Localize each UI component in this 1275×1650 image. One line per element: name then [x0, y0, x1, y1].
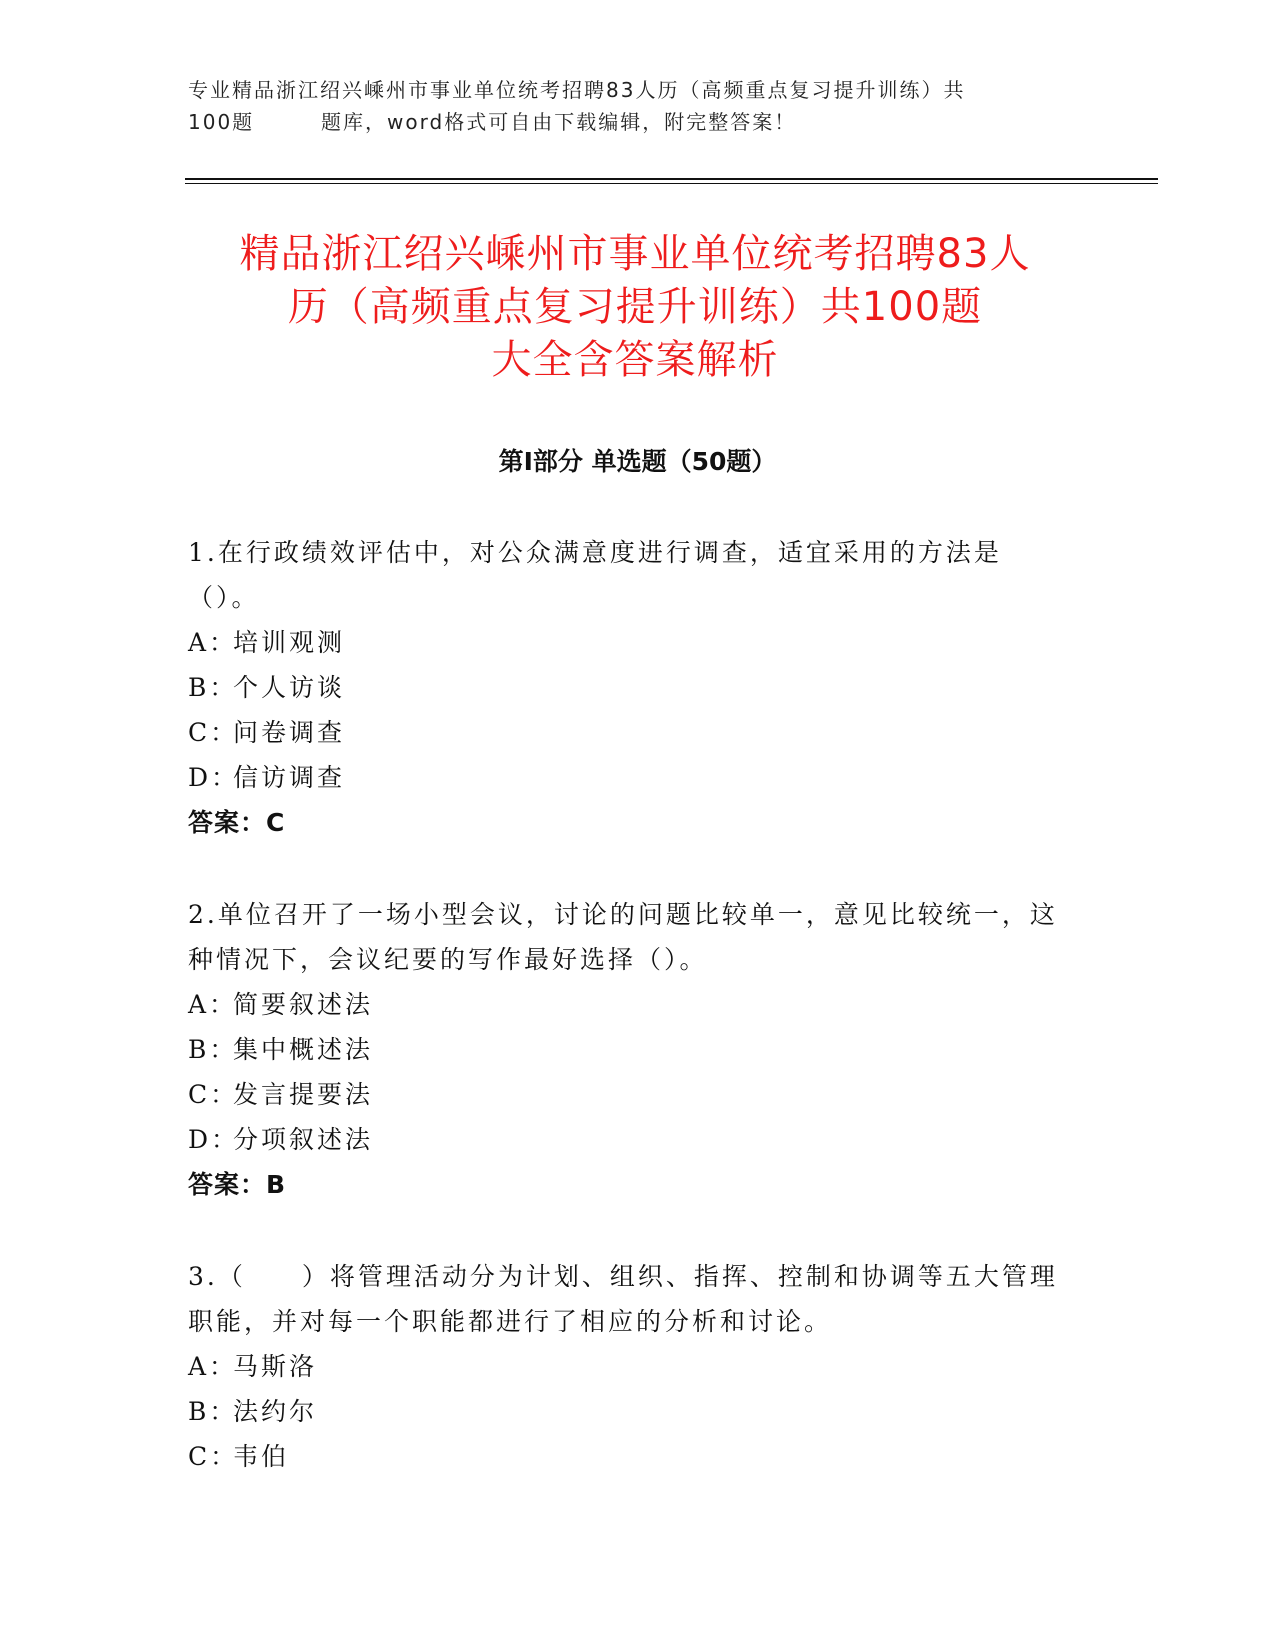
option-key: A： [188, 628, 238, 657]
option-key: B： [188, 673, 238, 702]
option-text: 问卷调查 [233, 718, 346, 747]
header-line-1: 专业精品浙江绍兴嵊州市事业单位统考招聘83人历（高频重点复习提升训练）共 [188, 78, 966, 102]
option-b [188, 665, 1068, 710]
option-key: C： [188, 1080, 239, 1109]
option-key: A： [188, 1352, 238, 1381]
question-text: 2.单位召开了一场小型会议，讨论的问题比较单一，意见比较统一，这种情况下，会议纪要的写作最好选择（）。 [188, 900, 1058, 974]
option-a [188, 620, 1068, 665]
option-key: C： [188, 1442, 239, 1471]
option-text: 韦伯 [233, 1442, 290, 1471]
option-text: 集中概述法 [233, 1035, 374, 1064]
option-text: 个人访谈 [233, 673, 346, 702]
answer-line: 答案：B [188, 1170, 287, 1199]
header-rule-thick [185, 178, 1158, 180]
option-key: D： [188, 763, 240, 792]
option-b [188, 1389, 1068, 1434]
document-title [185, 228, 1085, 387]
question-item [188, 1254, 1068, 1479]
option-key: B： [188, 1397, 238, 1426]
answer-line: 答案：C [188, 808, 286, 837]
option-text: 分项叙述法 [233, 1125, 374, 1154]
title-line-2: 历（高频重点复习提升训练）共100题 [287, 284, 983, 330]
option-d [188, 1117, 1068, 1162]
option-key: D： [188, 1125, 240, 1154]
option-text: 信访调查 [233, 763, 346, 792]
question-item [188, 892, 1068, 1207]
option-c [188, 1434, 1068, 1479]
title-line-1: 精品浙江绍兴嵊州市事业单位统考招聘83人 [239, 231, 1031, 277]
option-d [188, 755, 1068, 800]
header-line-2: 100题 题库，word格式可自由下载编辑，附完整答案！ [188, 110, 797, 134]
question-list [188, 530, 1068, 1526]
option-key: B： [188, 1035, 238, 1064]
question-text: 3.（ ）将管理活动分为计划、组织、指挥、控制和协调等五大管理职能，并对每一个职能都进行了相应的分析和讨论。 [188, 1262, 1058, 1336]
option-b [188, 1027, 1068, 1072]
option-c [188, 1072, 1068, 1117]
question-text: 1.在行政绩效评估中，对公众满意度进行调查，适宜采用的方法是（）。 [188, 538, 1002, 612]
option-text: 简要叙述法 [233, 990, 374, 1019]
option-a [188, 1344, 1068, 1389]
question-item [188, 530, 1068, 845]
document-header [188, 74, 1088, 138]
option-text: 培训观测 [233, 628, 346, 657]
option-text: 发言提要法 [233, 1080, 374, 1109]
option-c [188, 710, 1068, 755]
option-text: 马斯洛 [233, 1352, 318, 1381]
option-key: A： [188, 990, 238, 1019]
header-rule-thin [185, 183, 1158, 184]
option-a [188, 982, 1068, 1027]
title-line-3: 大全含答案解析 [491, 337, 779, 383]
option-key: C： [188, 718, 239, 747]
section-heading: 第Ⅰ部分 单选题（50题） [498, 447, 777, 476]
option-text: 法约尔 [233, 1397, 318, 1426]
